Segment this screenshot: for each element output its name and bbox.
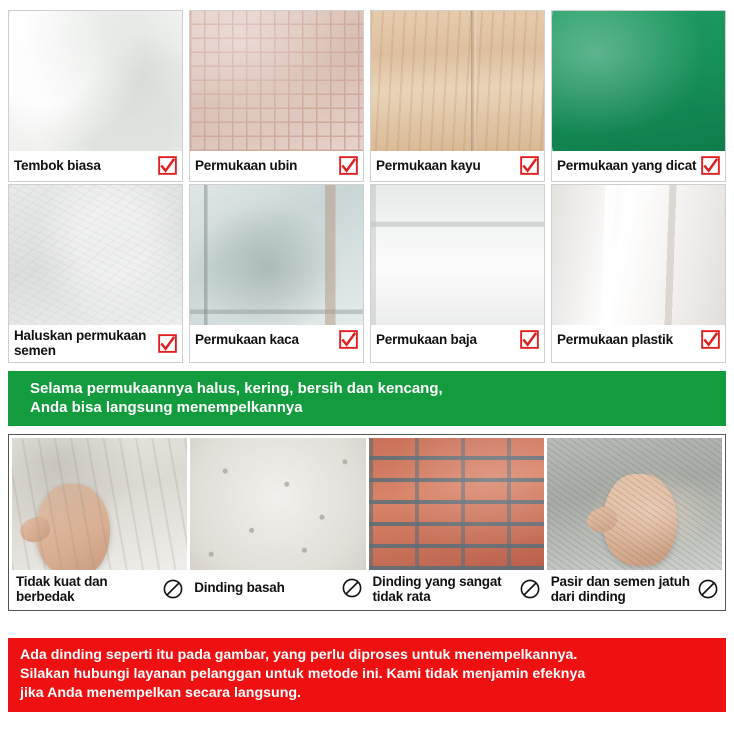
surface-caption — [9, 151, 182, 181]
surface-label: Permukaan ubin — [195, 158, 298, 173]
surface-card-permukaan-kaca — [189, 184, 364, 363]
bad-surface-photo-wet-wall — [190, 438, 365, 570]
bad-surface-card-dinding-basah — [190, 438, 365, 607]
surface-label: Permukaan plastik — [557, 332, 673, 347]
check-icon — [520, 330, 539, 349]
bad-surface-caption — [547, 570, 722, 607]
surface-label: Haluskan permukaan semen — [14, 328, 147, 358]
bad-surface-label: Dinding yang sangat tidak rata — [372, 574, 502, 604]
suitable-surfaces-grid — [8, 10, 726, 363]
bad-surface-label: Pasir dan semen jatuh dari dinding — [550, 574, 690, 604]
surface-card-permukaan-yang-dicat — [551, 10, 726, 182]
prohibited-icon — [342, 578, 362, 598]
prohibited-icon — [163, 579, 183, 599]
surface-photo-plastic — [552, 185, 725, 325]
surface-photo-tile — [190, 11, 363, 151]
surface-label: Permukaan baja — [376, 332, 477, 347]
red-notice-banner — [8, 638, 726, 712]
prohibited-icon — [520, 579, 540, 599]
surface-photo-painted — [552, 11, 725, 151]
surface-label: Permukaan kaca — [195, 332, 299, 347]
surface-card-haluskan-permukaan-semen — [8, 184, 183, 363]
surface-caption — [552, 325, 725, 355]
bad-surface-caption — [369, 570, 544, 607]
surface-card-permukaan-plastik — [551, 184, 726, 363]
bad-surface-caption — [12, 570, 187, 607]
notice-line-1: Ada dinding seperti itu pada gambar, yang perlu diproses untuk menempelkannya. — [20, 647, 578, 663]
hand-illustration — [36, 484, 110, 570]
prohibited-icon — [698, 579, 718, 599]
surface-card-tembok-biasa — [8, 10, 183, 182]
bad-surface-photo-crumbling-wall — [547, 438, 722, 570]
surface-caption — [371, 325, 544, 355]
check-icon — [520, 156, 539, 175]
surface-card-permukaan-ubin — [189, 10, 364, 182]
bad-surface-photo-uneven-brick — [369, 438, 544, 570]
surface-caption — [552, 151, 725, 181]
bad-surface-caption — [190, 570, 365, 604]
unsuitable-surfaces-grid — [12, 438, 722, 607]
banner-line-1: Selama permukaannya halus, kering, bersih dan kencang, — [30, 380, 443, 397]
bad-surface-card-tidak-kuat — [12, 438, 187, 607]
bad-surface-label: Tidak kuat dan berbedak — [16, 574, 108, 604]
check-icon — [701, 156, 720, 175]
surface-caption — [9, 325, 182, 362]
notice-line-3: jika Anda menempelkan secara langsung. — [20, 685, 301, 701]
check-icon — [339, 156, 358, 175]
surface-photo-cement — [9, 185, 182, 325]
bad-surface-card-tidak-rata — [369, 438, 544, 607]
check-icon — [158, 334, 177, 353]
surface-photo-plain-wall — [9, 11, 182, 151]
surface-card-permukaan-kayu — [370, 10, 545, 182]
green-banner — [8, 371, 726, 426]
surface-label: Permukaan yang dicat — [557, 158, 697, 173]
check-icon — [701, 330, 720, 349]
banner-line-2: Anda bisa langsung menempelkannya — [30, 399, 303, 416]
bad-surface-card-pasir-semen — [547, 438, 722, 607]
surface-card-permukaan-baja — [370, 184, 545, 363]
surface-photo-steel — [371, 185, 544, 325]
check-icon — [339, 330, 358, 349]
notice-line-2: Silakan hubungi layanan pelanggan untuk metode ini. Kami tidak menjamin efeknya — [20, 666, 586, 682]
surface-photo-wood — [371, 11, 544, 151]
surface-label: Permukaan kayu — [376, 158, 481, 173]
surface-caption — [190, 151, 363, 181]
check-icon — [158, 156, 177, 175]
surface-caption — [190, 325, 363, 355]
hand-illustration — [603, 474, 677, 566]
bad-surface-photo-powdery-wall — [12, 438, 187, 570]
surface-caption — [371, 151, 544, 181]
unsuitable-surfaces-panel — [8, 434, 726, 611]
surface-label: Tembok biasa — [14, 158, 101, 173]
bad-surface-label: Dinding basah — [194, 580, 285, 595]
surface-photo-glass — [190, 185, 363, 325]
